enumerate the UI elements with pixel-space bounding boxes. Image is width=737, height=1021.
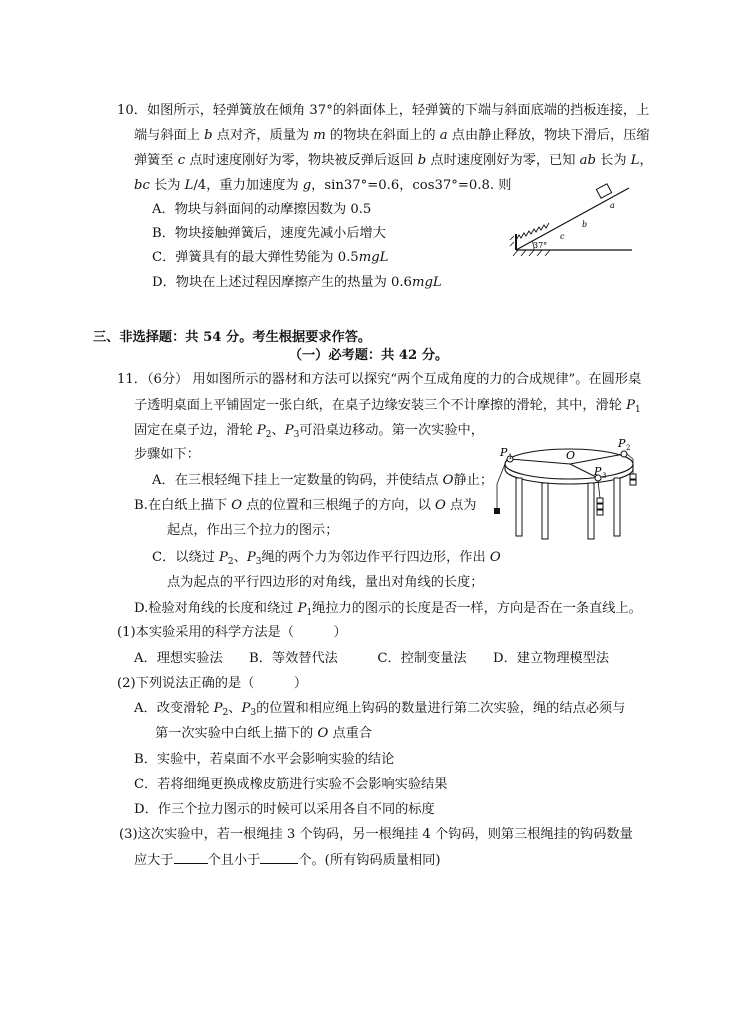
label-b: b: [582, 220, 588, 229]
angle-label: 37°: [533, 241, 548, 250]
label-p3: P: [594, 465, 602, 478]
label-p1-sub: 1: [508, 453, 513, 461]
q11-line-4: 步骤如下：: [134, 447, 200, 462]
label-p2: P: [618, 437, 626, 450]
q11-line-3: 固定在桌子边，滑轮 $P_2$、$P_3$可沿桌边移动。第一次实验中，: [134, 423, 484, 440]
incline-spring-figure: [506, 178, 636, 258]
q11-sub-2-option-a: A．改变滑轮 $P_2$、$P_3$的位置和相应绳上钩码的数量进行第二次实验，绳的结点必须与: [134, 701, 626, 718]
q10-option-a: A．物块与斜面间的动摩擦因数为 0.5: [152, 202, 372, 217]
q10-line-1: 10．如图所示，轻弹簧放在倾角 37°的斜面体上，轻弹簧的下端与斜面底端的挡板连接，上: [117, 103, 650, 118]
q11-sub-2-option-b: B．实验中，若桌面不水平会影响实验的结论: [134, 752, 395, 767]
q11-step-b: B.在白纸上描下 O 点的位置和三根绳子的方向，以 O 点为: [134, 498, 477, 513]
q10-option-c: C．弹簧具有的最大弹性势能为 0.5mgL: [152, 250, 389, 265]
round-table-figure: [490, 434, 645, 544]
q11-sub-3-cont: 应大于 个且小于 个。(所有钩码质量相同): [134, 853, 441, 868]
q11-sub-1-options: A．理想实验法 B．等效替代法 C．控制变量法 D．建立物理模型法: [134, 651, 610, 666]
q11-step-d: D.检验对角线的长度和绕过 $P_1$绳拉力的图示的长度是否一样，方向是否在一条直线上。: [134, 601, 642, 618]
label-o: O: [566, 449, 576, 462]
q11-sub-2-option-d: D．作三个拉力图示的时候可以采用各自不同的标度: [134, 802, 435, 817]
q11-sub-3: (3)这次实验中，若一根绳挂 3 个钩码，另一根绳挂 4 个钩码，则第三根绳挂的钩码数量: [119, 827, 633, 842]
q11-sub-2: (2)下列说法正确的是（ ）: [117, 676, 308, 691]
q10-line-3: 弹簧至 c 点时速度刚好为零，物块被反弹后返回 b 点时速度刚好为零，已知 ab 长为 L，: [134, 153, 653, 168]
q11-step-c-cont: 点为起点的平行四边形的对角线，量出对角线的长度；: [167, 575, 484, 590]
q11-sub-1: (1)本实验采用的科学方法是（ ）: [117, 625, 347, 640]
q10-line-2: 端与斜面上 b 点对齐，质量为 m 的物块在斜面上的 a 点由静止释放，物块下滑后，压缩: [134, 128, 650, 143]
section-3-heading: 三、非选择题：共 54 分。考生根据要求作答。: [93, 330, 372, 345]
q11-step-b-cont: 起点，作出三个拉力的图示；: [167, 523, 339, 538]
q11-step-c: C．以绕过 $P_2$、$P_3$绳的两个力为邻边作平行四边形，作出 O: [152, 550, 501, 567]
q11-step-a: A．在三根轻绳下挂上一定数量的钩码，并使结点 O静止；: [152, 473, 494, 488]
answer-blank-2[interactable]: [260, 851, 298, 864]
q10-line-4: bc 长为 L/4，重力加速度为 g，sin37°=0.6，cos37°=0.8. 则: [134, 178, 512, 193]
q11-line-1: 11．（6分） 用如图所示的器材和方法可以探究“两个互成角度的力的合成规律”。在圆形桌: [117, 372, 642, 387]
q11-sub-2-option-c: C．若将细绳更换成橡皮筋进行实验不会影响实验结果: [134, 777, 448, 792]
q10-option-d: D．物块在上述过程因摩擦产生的热量为 0.6mgL: [152, 275, 442, 290]
label-p2-sub: 2: [626, 444, 631, 452]
answer-blank-1[interactable]: [174, 851, 208, 864]
label-p3-sub: 3: [602, 472, 607, 480]
label-c: c: [560, 232, 565, 241]
label-p1: P: [500, 446, 508, 459]
label-a: a: [610, 201, 615, 210]
q11-sub-2-option-a-cont: 第一次实验中白纸上描下的 O 点重合: [155, 726, 373, 741]
q11-line-2: 子透明桌面上平铺固定一张白纸，在桌子边缘安装三个不计摩擦的滑轮，其中，滑轮 $P_1$: [134, 398, 641, 415]
section-3-subheading: （一）必考题：共 42 分。: [288, 348, 449, 363]
q10-option-b: B．物块接触弹簧后，速度先减小后增大: [152, 226, 386, 241]
